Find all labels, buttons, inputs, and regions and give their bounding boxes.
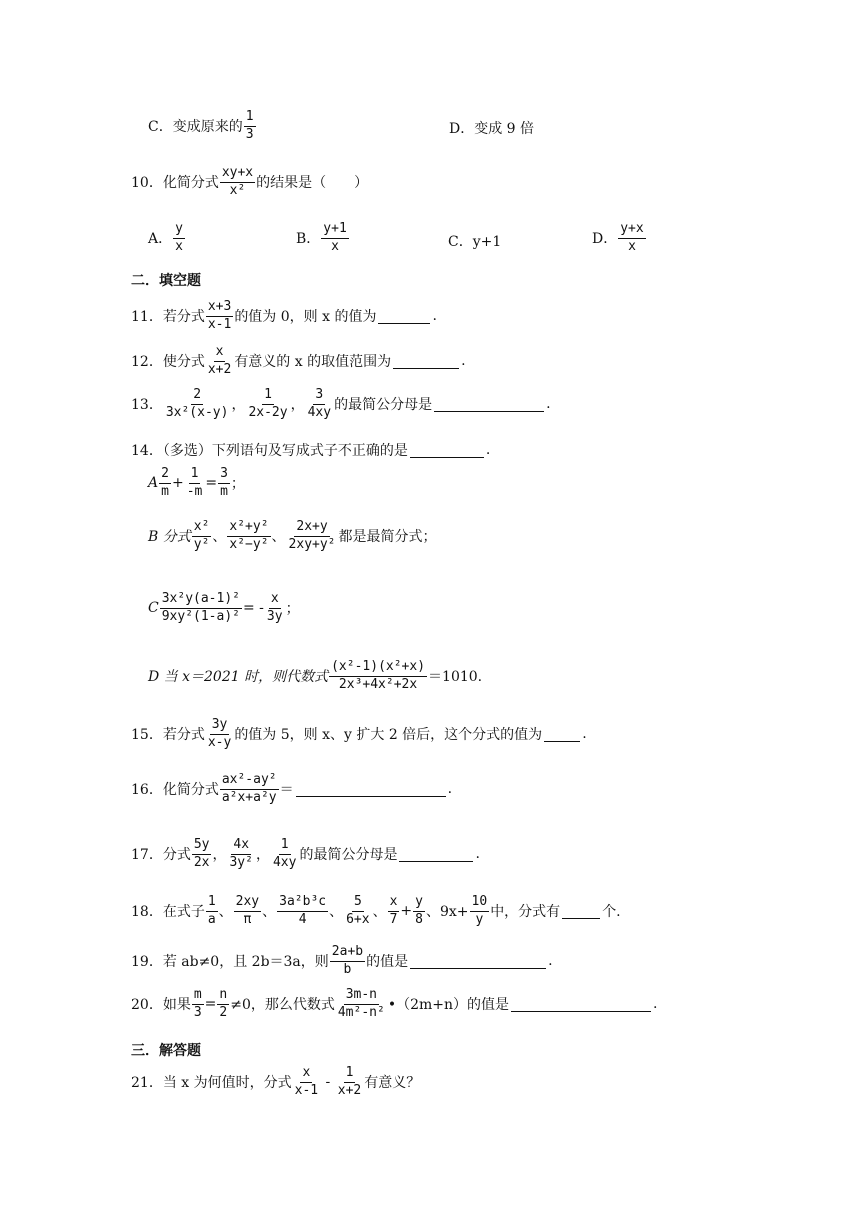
q13-suffix: 的最简公分母是	[334, 397, 433, 414]
q17-fraction-3	[271, 838, 298, 871]
numerator: 2xy	[234, 895, 261, 912]
separator: 、9x+	[425, 904, 469, 921]
q14-a-fraction-1	[159, 467, 171, 500]
denominator: x	[628, 238, 636, 254]
question-20	[131, 988, 657, 1021]
numerator: ax²-ay²	[220, 773, 279, 790]
section-fill-in-heading: 二．填空题	[131, 273, 201, 289]
q14-b-fraction-2	[227, 520, 270, 553]
q11-end: .	[432, 308, 437, 325]
separator: 、	[218, 904, 233, 921]
q13-fraction-1	[164, 388, 231, 421]
q14-b-fraction-3	[287, 520, 338, 553]
q17-end: .	[475, 846, 480, 863]
q10-option-a-fraction	[173, 222, 185, 255]
denominator: 3x²(x-y)	[165, 404, 229, 420]
denominator: 3y	[266, 608, 283, 624]
denominator: 7	[389, 911, 398, 927]
q11-answer-blank[interactable]	[378, 309, 430, 324]
q18-prefix: 18．在式子	[131, 904, 205, 921]
q12-end: .	[461, 353, 466, 370]
numerator: x²	[192, 520, 212, 537]
q13-prefix: 13．	[131, 397, 163, 414]
separator: 、	[329, 904, 344, 921]
numerator: y	[173, 222, 185, 239]
q16-suffix: ＝	[279, 782, 294, 799]
q16-end: .	[447, 781, 453, 798]
q17-prefix: 17．分式	[131, 847, 191, 864]
question-17	[131, 838, 480, 871]
separator: 、	[372, 904, 387, 921]
operator: =	[205, 475, 218, 492]
denominator: 9xy²(1-a)²	[161, 608, 240, 624]
q16-answer-blank[interactable]	[296, 782, 446, 797]
denominator: 6+x	[346, 911, 370, 927]
q21-suffix: 有意义？	[364, 1075, 421, 1092]
q10-option-c	[448, 231, 501, 251]
denominator: 4	[298, 911, 307, 927]
separator: 、	[262, 904, 277, 921]
q20-answer-blank[interactable]	[511, 997, 651, 1012]
numerator: m	[192, 988, 204, 1005]
q9-option-c	[148, 110, 257, 143]
q13-answer-blank[interactable]	[434, 397, 544, 412]
q17-fraction-2	[227, 838, 254, 871]
numerator: 2a+b	[330, 945, 365, 962]
statement-label: A	[148, 475, 159, 492]
denominator: y	[475, 911, 484, 927]
numerator: x	[214, 345, 226, 362]
q18-fraction-7	[470, 895, 490, 928]
numerator: 5y	[192, 838, 212, 855]
denominator: 4m²-n²	[337, 1004, 385, 1020]
q12-suffix: 有意义的 x 的取值范围为	[234, 354, 392, 371]
denominator: x	[331, 238, 339, 254]
q20-fraction-3	[336, 988, 387, 1021]
numerator: 3	[218, 467, 230, 484]
denominator: x-1	[207, 316, 232, 332]
q20-prefix: 20．如果	[131, 997, 191, 1014]
q10-option-c-text: C．y+1	[448, 234, 502, 250]
q19-fraction	[330, 945, 365, 978]
q14-statement-b	[148, 520, 437, 553]
numerator: 2	[191, 388, 203, 405]
question-11	[131, 300, 437, 333]
numerator: 1	[262, 388, 274, 405]
q20-fraction-1	[192, 988, 204, 1021]
denominator: x	[175, 238, 183, 254]
q18-suffix: 中，分式有	[490, 904, 561, 921]
denominator: m	[161, 483, 169, 499]
q19-suffix: 的值是	[366, 954, 409, 971]
denominator: 8	[415, 911, 423, 927]
denominator: 4xy	[272, 854, 297, 870]
question-14	[131, 440, 490, 460]
numerator: x²+y²	[227, 520, 270, 537]
q14-a-fraction-3	[218, 467, 230, 500]
q12-fraction	[206, 345, 233, 378]
denominator: 2x³+4x²+2x	[338, 676, 418, 692]
numerator: 3m-n	[344, 988, 379, 1005]
numerator: y+1	[321, 222, 348, 239]
denominator: -m	[186, 483, 203, 499]
q20-condition-text: ≠0，那么代数式	[230, 997, 335, 1014]
q20-fraction-2	[217, 988, 229, 1021]
operator: -	[321, 1074, 335, 1091]
q14-c-result-fraction	[265, 592, 285, 625]
q18-fraction-3	[277, 895, 328, 928]
numerator: x	[388, 895, 400, 912]
q15-answer-blank[interactable]	[544, 727, 580, 742]
statement-prefix: D 当 x＝2021 时，则代数式	[148, 669, 329, 686]
option-label: A．	[148, 231, 173, 248]
denominator: x+2	[207, 361, 232, 377]
numerator: 2	[159, 467, 171, 484]
q14-end: .	[485, 442, 491, 458]
numerator: 10	[470, 895, 490, 912]
separator: ，	[255, 847, 270, 864]
numerator: (x²-1)(x²+x)	[329, 660, 427, 677]
q9-option-c-fraction	[244, 110, 256, 143]
q20-end: .	[653, 996, 658, 1013]
q9-option-c-text: C．变成原来的	[148, 119, 243, 136]
numerator: 1	[244, 110, 256, 127]
denominator: π	[243, 911, 252, 927]
numerator: n	[217, 988, 229, 1005]
separator: 、	[212, 529, 227, 546]
punctuation: ；	[230, 476, 245, 493]
q14-a-fraction-2	[185, 467, 205, 500]
numerator: 3a²b³c	[277, 895, 328, 912]
q18-fraction-6	[413, 895, 425, 928]
denominator: 3	[193, 1004, 202, 1020]
q12-prefix: 12．使分式	[131, 354, 205, 371]
q10-option-a	[148, 222, 186, 255]
q18-answer-blank[interactable]	[562, 904, 600, 919]
q17-answer-blank[interactable]	[399, 847, 473, 862]
numerator: xy+x	[220, 166, 255, 183]
question-15	[131, 718, 587, 751]
statement-label: C	[148, 600, 159, 617]
question-10	[131, 166, 368, 199]
q18-end: 个.	[602, 904, 621, 921]
q11-fraction	[206, 300, 233, 333]
denominator: x+2	[337, 1082, 362, 1098]
separator: 、	[271, 529, 286, 546]
q15-suffix: 的值为 5，则 x、y 扩大 2 倍后，这个分式的值为	[234, 727, 543, 744]
operator: =	[204, 996, 217, 1013]
q14-d-fraction	[329, 660, 427, 693]
numerator: x	[300, 1066, 312, 1083]
numerator: x	[269, 592, 281, 609]
denominator: 2x	[193, 854, 210, 870]
denominator: x-1	[294, 1082, 319, 1098]
numerator: 1	[279, 838, 291, 855]
q10-suffix: 的结果是（ ）	[256, 175, 369, 192]
q14-text: 14．（多选）下列语句及写成式子不正确的是	[131, 443, 408, 459]
numerator: x+3	[206, 300, 233, 317]
q19-answer-blank[interactable]	[410, 954, 546, 969]
q21-prefix: 21．当 x 为何值时，分式	[131, 1075, 292, 1092]
denominator: y²	[193, 536, 210, 552]
q14-statement-d	[148, 660, 482, 693]
numerator: y	[413, 895, 425, 912]
denominator: 2xy+y²	[288, 536, 336, 552]
denominator: x²−y²	[229, 536, 269, 552]
q18-fraction-1	[206, 895, 218, 928]
q18-fraction-4	[344, 895, 371, 928]
numerator: 4x	[231, 838, 251, 855]
q9-option-d	[449, 118, 534, 138]
q10-prefix: 10．化简分式	[131, 175, 219, 192]
separator: ，	[231, 397, 246, 414]
q17-fraction-1	[192, 838, 212, 871]
q9-option-d-text: D．变成 9 倍	[449, 121, 535, 137]
question-21	[131, 1066, 420, 1099]
denominator: m	[220, 483, 228, 499]
operator: +	[400, 903, 413, 920]
denominator: 4xy	[307, 404, 332, 420]
denominator: 2x-2y	[248, 404, 288, 420]
denominator: 3y²	[229, 854, 253, 870]
q19-prefix: 19．若 ab≠0，且 2b＝3a，则	[131, 954, 329, 971]
option-label: B．	[296, 231, 321, 248]
numerator: 1	[344, 1066, 356, 1083]
q20-suffix: •（2m+n）的值是	[387, 997, 510, 1014]
question-18	[131, 895, 621, 928]
question-12	[131, 345, 466, 378]
q10-option-b	[296, 222, 350, 255]
q18-fraction-2	[234, 895, 261, 928]
q15-fraction	[206, 718, 233, 751]
statement-suffix: ＝1010.	[428, 669, 483, 686]
q11-suffix: 的值为 0，则 x 的值为	[234, 309, 377, 326]
numerator: 3x²y(a-1)²	[160, 592, 242, 609]
numerator: 1	[206, 895, 218, 912]
numerator: 5	[352, 895, 364, 912]
denominator: 3	[245, 126, 254, 142]
question-16	[131, 773, 452, 806]
q13-end: .	[546, 396, 551, 413]
q16-fraction	[220, 773, 279, 806]
denominator: a	[207, 911, 216, 927]
denominator: b	[343, 961, 352, 977]
statement-prefix: B 分式	[148, 529, 191, 546]
q12-answer-blank[interactable]	[393, 354, 459, 369]
operator: +	[171, 475, 184, 492]
q21-fraction-2	[336, 1066, 363, 1099]
q11-prefix: 11．若分式	[131, 309, 205, 326]
q10-option-b-fraction	[321, 222, 348, 255]
numerator: 3	[313, 388, 325, 405]
q19-end: .	[548, 953, 553, 970]
q14-statement-c	[148, 592, 300, 625]
q10-option-d	[592, 222, 647, 255]
q14-answer-blank[interactable]	[410, 443, 484, 458]
question-13	[131, 388, 551, 421]
q13-fraction-3	[306, 388, 333, 421]
numerator: y+x	[618, 222, 645, 239]
q21-fraction-1	[293, 1066, 320, 1099]
q14-b-fraction-1	[192, 520, 212, 553]
numerator: 3y	[210, 718, 230, 735]
denominator: 2	[219, 1004, 228, 1020]
q17-suffix: 的最简公分母是	[299, 847, 398, 864]
q13-fraction-2	[246, 388, 289, 421]
section-solve-heading: 三．解答题	[131, 1043, 201, 1059]
option-label: D．	[592, 231, 618, 248]
separator: ，	[212, 847, 227, 864]
q14-c-fraction	[160, 592, 242, 625]
q16-prefix: 16．化简分式	[131, 782, 219, 799]
operator: = -	[243, 600, 264, 617]
punctuation: ；	[285, 601, 300, 618]
q15-prefix: 15．若分式	[131, 727, 205, 744]
q18-fraction-5	[388, 895, 400, 928]
question-19	[131, 945, 553, 978]
denominator: x-y	[207, 734, 232, 750]
numerator: 2x+y	[294, 520, 329, 537]
q14-statement-a	[148, 467, 245, 500]
numerator: 1	[189, 467, 201, 484]
denominator: x²	[229, 182, 246, 198]
separator: ，	[290, 397, 305, 414]
q10-option-d-fraction	[618, 222, 645, 255]
q15-end: .	[582, 726, 587, 743]
denominator: a²x+a²y	[221, 789, 277, 805]
statement-suffix: 都是最简分式；	[338, 529, 437, 546]
q10-fraction	[220, 166, 255, 199]
